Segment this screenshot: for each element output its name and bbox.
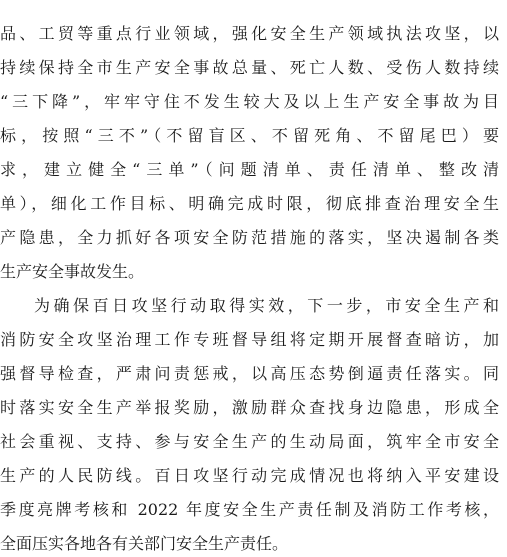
text-line: “三下降”，牢牢守住不发生较大及以上生产安全事故为目 [0,92,499,111]
text-line: 消防安全攻坚治理工作专班督导组将定期开展督查暗访，加 [0,330,499,349]
text-line: 持续保持全市生产安全事故总量、死亡人数、受伤人数持续 [0,58,499,77]
text-line: 生产的人民防线。百日攻坚行动完成情况也将纳入平安建设 [0,466,499,485]
text-line: 品、工贸等重点行业领域，强化安全生产领域执法攻坚，以 [0,24,499,43]
text-line: 单），细化工作目标、明确完成时限，彻底排查治理安全生 [0,194,499,213]
text-line: 强督导检查，严肃问责惩戒，以高压态势倒逼责任落实。同 [0,364,499,383]
text-line: 求，建立健全“三单”（问题清单、责任清单、整改清 [0,160,499,179]
text-line: 标，按照“三不”（不留盲区、不留死角、不留尾巴）要 [0,126,499,145]
paragraph-first-line: 为确保百日攻坚行动取得实效，下一步，市安全生产和 [34,296,499,315]
text-line: 产隐患，全力抓好各项安全防范措施的落实，坚决遏制各类 [0,228,499,247]
text-line: 生产安全事故发生。 [0,262,145,281]
text-line: 季度亮牌考核和 2022 年度安全生产责任制及消防工作考核， [0,500,499,519]
text-line: 时落实安全生产举报奖励，激励群众查找身边隐患，形成全 [0,398,499,417]
text-line: 全面压实各地各有关部门安全生产责任。 [0,534,289,553]
text-line: 社会重视、支持、参与安全生产的生动局面，筑牢全市安全 [0,432,499,451]
